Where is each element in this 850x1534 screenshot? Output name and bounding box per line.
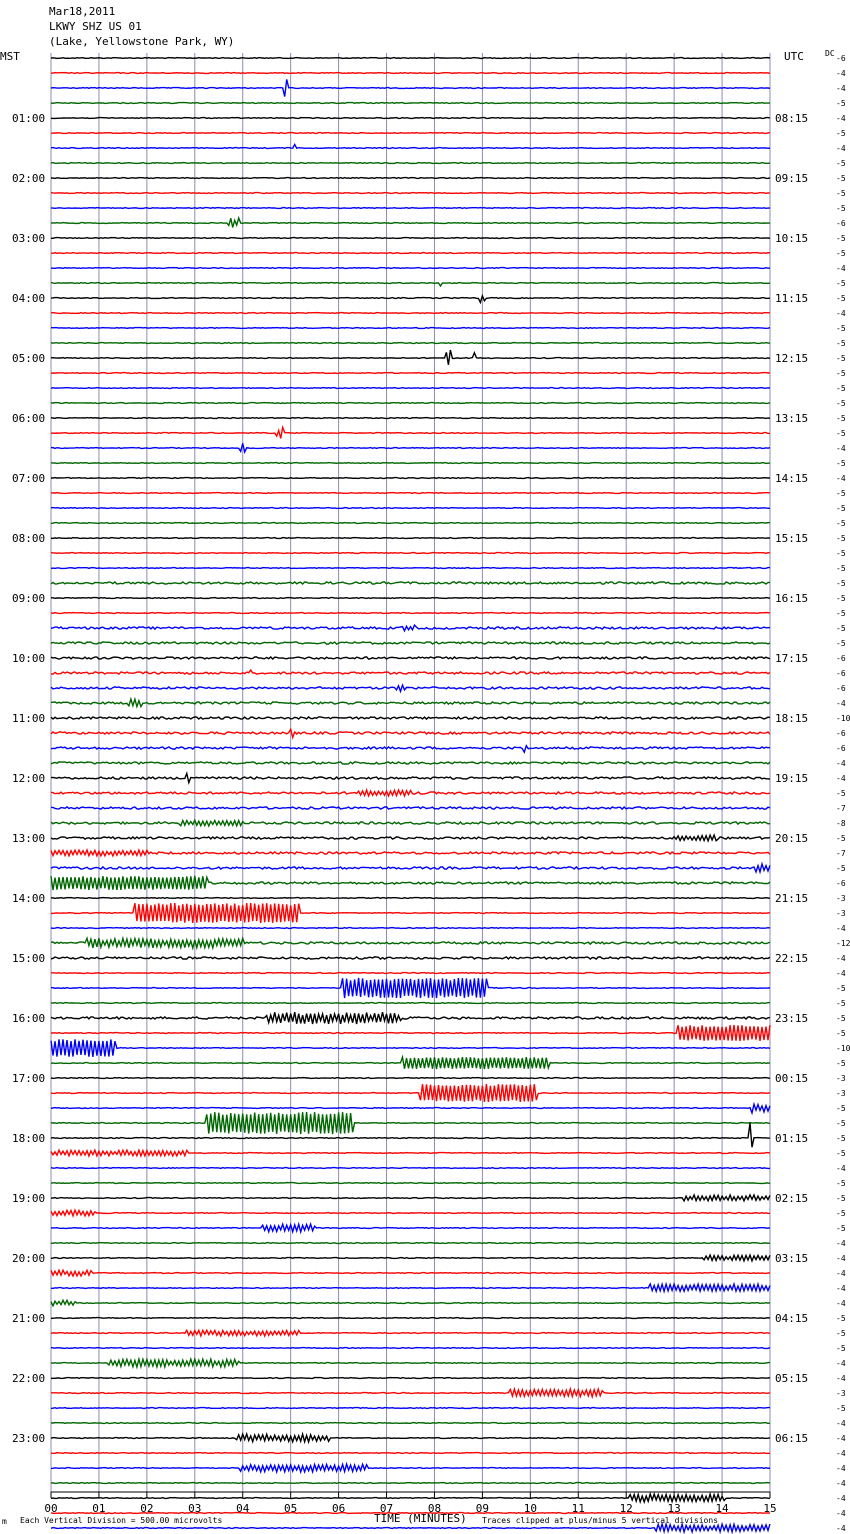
dc-offset-label: -8: [836, 819, 846, 828]
trace-line: [51, 1318, 770, 1319]
x-tick-label: 10: [523, 1502, 537, 1515]
mst-hour-label: 23:00: [12, 1432, 46, 1445]
dc-offset-label: -5: [836, 1134, 846, 1143]
utc-hour-label: 20:15: [775, 832, 809, 845]
trace-line: [51, 1483, 770, 1484]
dc-offset-label: -4: [836, 759, 846, 768]
trace-line: [51, 118, 770, 119]
trace-line: [51, 508, 770, 509]
utc-hour-label: 13:15: [775, 412, 809, 425]
dc-offset-label: -7: [836, 804, 846, 813]
dc-offset-label: -5: [836, 1179, 846, 1188]
trace-line: [51, 1243, 770, 1244]
dc-offset-label: -5: [836, 414, 846, 423]
mst-hour-label: 11:00: [12, 712, 46, 725]
utc-hour-label: 17:15: [775, 652, 809, 665]
trace-line: [51, 283, 770, 286]
dc-offset-label: -5: [836, 354, 846, 363]
mst-hour-label: 21:00: [12, 1312, 46, 1325]
utc-hour-label: 14:15: [775, 472, 809, 485]
utc-hour-label: 19:15: [775, 772, 809, 785]
dc-offset-label: -5: [836, 789, 846, 798]
trace-line: [51, 1408, 770, 1409]
utc-hour-label: 03:15: [775, 1252, 809, 1265]
dc-offset-label: -5: [836, 489, 846, 498]
dc-offset-label: -10: [836, 714, 850, 723]
trace-line: [51, 835, 770, 841]
trace-line: [51, 1359, 770, 1367]
dc-offset-label: -4: [836, 114, 846, 123]
utc-hour-label: 05:15: [775, 1372, 809, 1385]
trace-line: [51, 625, 770, 631]
dc-offset-label: -4: [836, 1239, 846, 1248]
trace-line: [51, 774, 770, 783]
trace-line: [51, 1284, 770, 1291]
dc-offset-label: -10: [836, 1044, 850, 1053]
x-tick-label: 00: [44, 1502, 58, 1515]
x-tick-label: 15: [763, 1502, 777, 1515]
trace-line: [51, 73, 770, 74]
utc-hour-label: 06:15: [775, 1432, 809, 1445]
trace-line: [51, 898, 770, 899]
trace-line: [51, 1378, 770, 1379]
mst-hour-label: 22:00: [12, 1372, 46, 1385]
utc-hour-label: 10:15: [775, 232, 809, 245]
utc-hour-label: 00:15: [775, 1072, 809, 1085]
dc-offset-label: -5: [836, 429, 846, 438]
trace-line: [51, 553, 770, 554]
trace-line: [51, 978, 770, 998]
dc-offset-label: -5: [836, 159, 846, 168]
dc-offset-label: -3: [836, 1389, 846, 1398]
utc-hour-label: 08:15: [775, 112, 809, 125]
dc-offset-label: -6: [836, 729, 846, 738]
trace-line: [51, 343, 770, 344]
dc-offset-label: -4: [836, 1374, 846, 1383]
mst-hour-label: 07:00: [12, 472, 46, 485]
right-axis-title: UTC: [784, 50, 804, 63]
dc-offset-label: -4: [836, 1464, 846, 1473]
plot-date: Mar18,2011: [49, 5, 116, 18]
trace-line: [51, 582, 770, 584]
dc-offset-label: -4: [836, 1269, 846, 1278]
trace-line: [51, 717, 770, 719]
dc-offset-label: -5: [836, 324, 846, 333]
mst-hour-label: 17:00: [12, 1072, 46, 1085]
utc-hour-label: 22:15: [775, 952, 809, 965]
dc-offset-label: -5: [836, 579, 846, 588]
dc-offset-label: -7: [836, 849, 846, 858]
dc-offset-label: -5: [836, 459, 846, 468]
dc-offset-label: -5: [836, 1194, 846, 1203]
dc-offset-label: -5: [836, 174, 846, 183]
x-tick-label: 07: [379, 1502, 394, 1515]
trace-line: [51, 938, 770, 948]
dc-offset-label: -4: [836, 69, 846, 78]
dc-offset-label: -5: [836, 399, 846, 408]
trace-line: [51, 1057, 770, 1069]
trace-line: [51, 350, 770, 365]
trace-line: [51, 1453, 770, 1454]
dc-offset-label: -5: [836, 384, 846, 393]
trace-line: [51, 1168, 770, 1169]
dc-offset-label: -3: [836, 1089, 846, 1098]
station-location: (Lake, Yellowstone Park, WY): [49, 35, 235, 48]
trace-line: [51, 1389, 770, 1397]
dc-offset-label: -5: [836, 984, 846, 993]
dc-offset-label: -5: [836, 519, 846, 528]
dc-offset-label: -4: [836, 264, 846, 273]
trace-line: [51, 1270, 770, 1276]
trace-line: [51, 296, 770, 303]
mst-hour-label: 05:00: [12, 352, 46, 365]
seismic-traces: [51, 58, 770, 1534]
utc-hour-label: 04:15: [775, 1312, 809, 1325]
utc-hour-label: 23:15: [775, 1012, 809, 1025]
dc-offset-label: -4: [836, 1284, 846, 1293]
x-tick-label: 04: [236, 1502, 250, 1515]
x-tick-label: 13: [667, 1502, 681, 1515]
trace-line: [51, 746, 770, 753]
dc-offset-label: -5: [836, 1344, 846, 1353]
trace-line: [51, 418, 770, 419]
dc-offset-label: -5: [836, 339, 846, 348]
utc-hour-label: 18:15: [775, 712, 809, 725]
dc-offset-label: -4: [836, 444, 846, 453]
dc-offset-label: -5: [836, 1119, 846, 1128]
dc-offset-label: -5: [836, 234, 846, 243]
station-id: LKWY SHZ US 01: [49, 20, 142, 33]
dc-offset-label: -5: [836, 504, 846, 513]
dc-offset-label: -12: [836, 939, 850, 948]
trace-line: [51, 1012, 770, 1024]
trace-line: [51, 864, 770, 872]
trace-line: [51, 903, 770, 923]
trace-line: [51, 1524, 770, 1532]
trace-line: [51, 443, 770, 452]
dc-offset-label: -5: [836, 564, 846, 573]
dc-offset-label: -5: [836, 534, 846, 543]
x-tick-label: 14: [715, 1502, 729, 1515]
utc-hour-label: 01:15: [775, 1132, 809, 1145]
dc-offset-label: -5: [836, 1059, 846, 1068]
trace-line: [51, 133, 770, 134]
dc-offset-label: -5: [836, 594, 846, 603]
dc-offset-label: -3: [836, 894, 846, 903]
dc-offset-label: -5: [836, 1224, 846, 1233]
trace-line: [51, 1003, 770, 1004]
trace-line: [51, 790, 770, 796]
trace-line: [51, 58, 770, 59]
dc-offset-label: -5: [836, 189, 846, 198]
x-tick-label: 02: [140, 1502, 154, 1515]
trace-line: [51, 1464, 770, 1472]
x-tick-label: 08: [427, 1502, 442, 1515]
trace-line: [51, 1183, 770, 1184]
dc-offset-label: -4: [836, 474, 846, 483]
dc-offset-label: -4: [836, 1509, 846, 1518]
mst-hour-label: 02:00: [12, 172, 46, 185]
trace-line: [51, 598, 770, 599]
x-tick-label: 09: [475, 1502, 490, 1515]
dc-offset-label: -4: [836, 144, 846, 153]
trace-line: [51, 478, 770, 479]
dc-offset-label: -3: [836, 1074, 846, 1083]
dc-offset-label: -4: [836, 774, 846, 783]
x-tick-label: 06: [331, 1502, 346, 1515]
scale-note: Each Vertical Division = 500.00 microvolts: [20, 1516, 223, 1525]
trace-line: [51, 1150, 770, 1156]
dc-offset-label: -5: [836, 1209, 846, 1218]
x-tick-label: 03: [188, 1502, 202, 1515]
footer-mark: m: [2, 1517, 7, 1526]
x-tick-label: 01: [92, 1502, 106, 1515]
dc-offset-label: -4: [836, 699, 846, 708]
x-tick-label: 11: [571, 1502, 585, 1515]
trace-line: [51, 1423, 770, 1424]
trace-line: [51, 850, 770, 856]
dc-offset-label: -6: [836, 219, 846, 228]
trace-line: [51, 762, 770, 764]
trace-line: [51, 1210, 770, 1216]
trace-line: [51, 729, 770, 737]
mst-hour-label: 09:00: [12, 592, 46, 605]
mst-hour-label: 06:00: [12, 412, 46, 425]
mst-hour-label: 13:00: [12, 832, 46, 845]
trace-line: [51, 1084, 770, 1102]
trace-line: [51, 613, 770, 614]
mst-hour-label: 19:00: [12, 1192, 46, 1205]
trace-line: [51, 973, 770, 974]
trace-line: [51, 1078, 770, 1079]
trace-line: [51, 807, 770, 809]
trace-line: [51, 699, 770, 707]
trace-line: [51, 373, 770, 374]
trace-line: [51, 427, 770, 438]
dc-offset-label: -4: [836, 84, 846, 93]
trace-line: [51, 79, 770, 96]
dc-offset-label: -5: [836, 1029, 846, 1038]
mst-hour-label: 04:00: [12, 292, 46, 305]
dc-label: DC: [825, 49, 835, 58]
trace-line: [51, 1255, 770, 1261]
trace-line: [51, 1494, 770, 1502]
trace-line: [51, 193, 770, 194]
dc-offset-label: -5: [836, 129, 846, 138]
utc-hour-label: 16:15: [775, 592, 809, 605]
dc-offset-label: -4: [836, 954, 846, 963]
dc-offset-label: -4: [836, 1299, 846, 1308]
x-tick-label: 05: [284, 1502, 298, 1515]
dc-offset-label: -5: [836, 864, 846, 873]
trace-line: [51, 657, 770, 659]
trace-line: [51, 1039, 770, 1057]
left-axis-title: MST: [0, 50, 20, 63]
dc-offset-label: -5: [836, 834, 846, 843]
utc-hour-label: 02:15: [775, 1192, 809, 1205]
utc-hour-label: 11:15: [775, 292, 809, 305]
trace-line: [51, 103, 770, 104]
dc-offset-label: -4: [836, 1359, 846, 1368]
trace-line: [51, 957, 770, 959]
trace-line: [51, 403, 770, 404]
mst-hour-label: 20:00: [12, 1252, 46, 1265]
dc-offset-label: -5: [836, 999, 846, 1008]
trace-line: [51, 253, 770, 254]
trace-line: [51, 1224, 770, 1232]
utc-hour-label: 09:15: [775, 172, 809, 185]
dc-offset-label: -5: [836, 279, 846, 288]
trace-line: [51, 388, 770, 389]
dc-offset-label: -5: [836, 369, 846, 378]
mst-hour-label: 01:00: [12, 112, 46, 125]
dc-offset-label: -6: [836, 879, 846, 888]
utc-hour-label: 15:15: [775, 532, 809, 545]
mst-hour-label: 10:00: [12, 652, 46, 665]
trace-line: [51, 1330, 770, 1336]
dc-offset-label: -4: [836, 1524, 846, 1533]
dc-offset-label: -5: [836, 624, 846, 633]
utc-hour-label: 12:15: [775, 352, 809, 365]
trace-line: [51, 685, 770, 691]
utc-hour-label: 21:15: [775, 892, 809, 905]
trace-line: [51, 238, 770, 239]
trace-line: [51, 642, 770, 644]
mst-hour-label: 12:00: [12, 772, 46, 785]
trace-line: [51, 928, 770, 929]
dc-offset-label: -4: [836, 1164, 846, 1173]
dc-offset-label: -5: [836, 1404, 846, 1413]
trace-line: [51, 163, 770, 164]
trace-line: [51, 328, 770, 329]
dc-offset-label: -3: [836, 909, 846, 918]
trace-line: [51, 523, 770, 524]
clip-note: Traces clipped at plus/minus 5 vertical divisions: [482, 1516, 719, 1525]
dc-offset-label: -5: [836, 1014, 846, 1023]
trace-line: [51, 1434, 770, 1442]
dc-offset-label: -5: [836, 99, 846, 108]
x-axis-label: TIME (MINUTES): [374, 1512, 467, 1525]
dc-offset-label: -4: [836, 969, 846, 978]
dc-offset-label: -4: [836, 309, 846, 318]
trace-line: [51, 820, 770, 826]
mst-hour-label: 03:00: [12, 232, 46, 245]
dc-offset-label: -5: [836, 294, 846, 303]
dc-offset-label: -4: [836, 1494, 846, 1503]
trace-line: [51, 1195, 770, 1201]
mst-hour-label: 08:00: [12, 532, 46, 545]
trace-line: [51, 568, 770, 569]
dc-offset-label: -5: [836, 204, 846, 213]
mst-hour-label: 16:00: [12, 1012, 46, 1025]
dc-offset-label: -6: [836, 54, 846, 63]
mst-hour-label: 14:00: [12, 892, 46, 905]
dc-offset-label: -5: [836, 549, 846, 558]
x-tick-label: 12: [619, 1502, 633, 1515]
dc-offset-label: -4: [836, 1479, 846, 1488]
trace-line: [51, 1123, 770, 1147]
trace-line: [51, 876, 770, 890]
dc-offset-label: -6: [836, 669, 846, 678]
trace-line: [51, 178, 770, 179]
trace-line: [51, 1300, 770, 1306]
trace-line: [51, 463, 770, 464]
trace-line: [51, 1348, 770, 1349]
trace-line: [51, 538, 770, 539]
trace-line: [51, 1112, 770, 1134]
trace-line: [51, 268, 770, 269]
dc-offset-label: -5: [836, 1329, 846, 1338]
trace-line: [51, 670, 770, 674]
trace-line: [51, 313, 770, 314]
dc-offset-label: -6: [836, 684, 846, 693]
mst-hour-label: 18:00: [12, 1132, 46, 1145]
dc-offset-label: -5: [836, 1149, 846, 1158]
dc-offset-label: -5: [836, 1104, 846, 1113]
dc-offset-label: -4: [836, 1419, 846, 1428]
minute-grid: [51, 53, 770, 1498]
dc-offset-label: -5: [836, 249, 846, 258]
dc-offset-label: -6: [836, 654, 846, 663]
dc-offset-label: -5: [836, 1314, 846, 1323]
trace-line: [51, 493, 770, 494]
dc-offset-label: -4: [836, 1434, 846, 1443]
trace-line: [51, 218, 770, 228]
dc-offset-label: -6: [836, 744, 846, 753]
trace-line: [51, 145, 770, 149]
trace-line: [51, 1025, 770, 1041]
trace-line: [51, 1104, 770, 1113]
dc-offset-label: -4: [836, 1449, 846, 1458]
dc-offset-label: -4: [836, 1254, 846, 1263]
mst-hour-label: 15:00: [12, 952, 46, 965]
dc-offset-label: -5: [836, 639, 846, 648]
dc-offset-label: -4: [836, 924, 846, 933]
dc-offset-label: -5: [836, 609, 846, 618]
trace-line: [51, 208, 770, 209]
